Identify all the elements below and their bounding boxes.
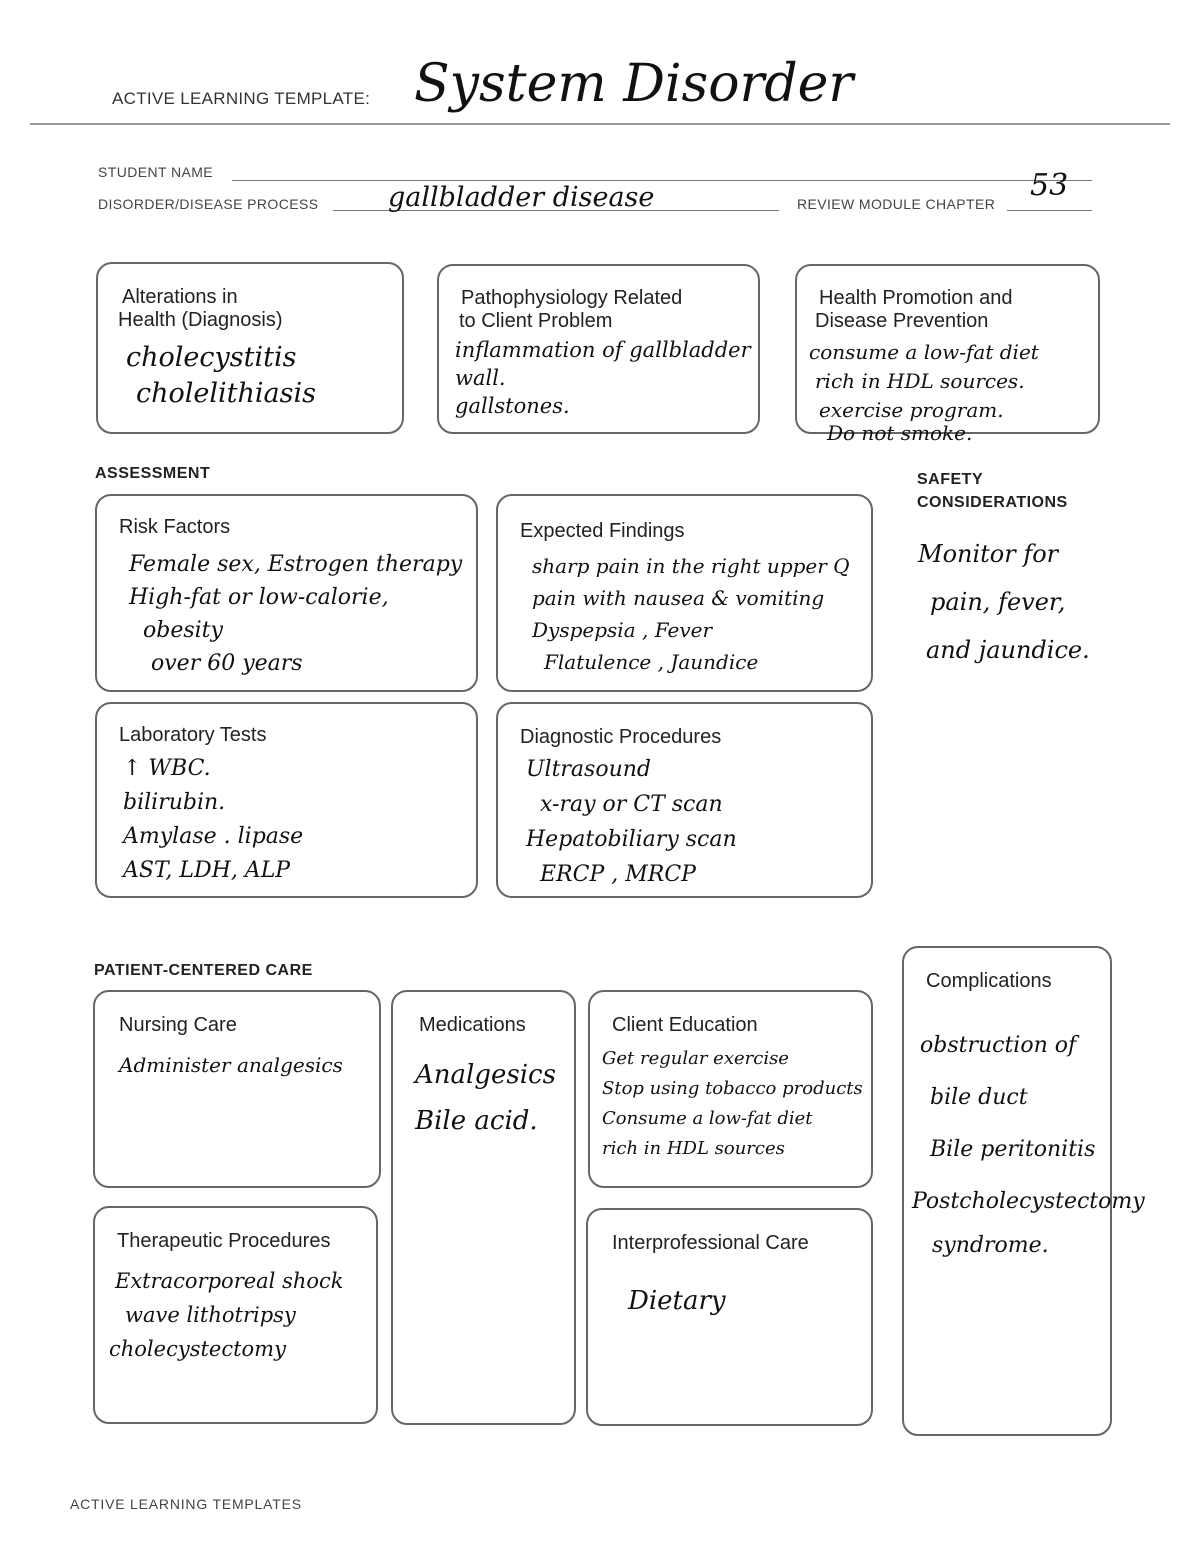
risk-factors-box [95,494,478,692]
diagnostic-procedures-line: x-ray or CT scan [540,792,723,817]
disorder-label: DISORDER/DISEASE PROCESS [98,196,319,212]
alterations-title-1: Alterations in [122,286,238,308]
diagnostic-procedures-line: Ultrasound [526,757,652,782]
risk-factors-title: Risk Factors [119,516,231,538]
safety-heading [917,468,1068,514]
expected-findings-line: pain with nausea & vomiting [532,586,825,610]
medications-line: Analgesics [415,1060,556,1090]
complications-line: Postcholecystectomy [912,1189,1145,1214]
nursing-care-title: Nursing Care [119,1014,237,1036]
safety-line: pain, fever, [930,588,1066,616]
health-promotion-line: exercise program. [819,398,1004,422]
assessment-heading: ASSESSMENT [95,465,211,482]
laboratory-tests-title: Laboratory Tests [119,724,267,746]
health-promotion-line: Do not smoke. [827,421,973,445]
diagnostic-procedures-line: Hepatobiliary scan [526,827,737,852]
therapeutic-procedures-line: Extracorporeal shock [115,1269,344,1293]
template-label: ACTIVE LEARNING TEMPLATE: [112,89,371,108]
disorder-value: gallbladder disease [388,182,655,213]
therapeutic-procedures-line: cholecystectomy [109,1337,286,1361]
pathophysiology-line: gallstones. [455,394,570,418]
alterations-line: cholecystitis [126,342,297,373]
pathophysiology-title-2: to Client Problem [459,310,613,332]
complications-line: bile duct [930,1085,1028,1110]
laboratory-tests-line: bilirubin. [123,790,226,815]
pathophysiology-line: inflammation of gallbladder [455,338,751,362]
header-divider [30,123,1170,125]
complications-line: Bile peritonitis [930,1137,1096,1162]
health-promotion-title-2: Disease Prevention [815,310,989,332]
expected-findings-title: Expected Findings [520,520,685,542]
diagnostic-procedures-title: Diagnostic Procedures [520,726,722,748]
diagnostic-procedures-box [496,702,873,898]
pathophysiology-title-1: Pathophysiology Related [461,287,683,309]
risk-factors-line: High-fat or low-calorie, [129,585,389,610]
complications-title: Complications [926,970,1052,992]
laboratory-tests-line: AST, LDH, ALP [123,858,291,883]
therapeutic-procedures-box [93,1206,378,1424]
medications-title: Medications [419,1014,526,1036]
expected-findings-line: sharp pain in the right upper Q [532,554,850,578]
page-title: System Disorder [414,54,854,114]
safety-heading-1: SAFETY [917,471,984,488]
risk-factors-line: over 60 years [151,651,303,676]
alterations-line: cholelithiasis [136,378,316,409]
risk-factors-line: Female sex, Estrogen therapy [129,552,463,577]
medications-line: Bile acid. [415,1106,538,1136]
client-education-line: Consume a low-fat diet [602,1108,813,1129]
risk-factors-line: obesity [143,618,223,643]
pathophysiology-box [437,264,760,434]
complications-box [902,946,1145,1436]
safety-heading-2: CONSIDERATIONS [917,494,1068,511]
health-promotion-box [795,264,1100,445]
student-name-label: STUDENT NAME [98,164,213,180]
expected-findings-line: Dyspepsia , Fever [532,618,713,642]
chapter-value: 53 [1030,168,1069,203]
expected-findings-box [496,494,873,692]
safety-notes [918,530,1090,674]
safety-line: and jaundice. [926,636,1090,664]
patient-care-heading: PATIENT-CENTERED CARE [94,962,313,979]
laboratory-tests-box [95,702,478,898]
laboratory-tests-line: Amylase . lipase [123,824,304,849]
medications-box [391,990,576,1425]
complications-line: syndrome. [932,1233,1049,1258]
therapeutic-procedures-line: wave lithotripsy [125,1303,296,1327]
health-promotion-line: rich in HDL sources. [815,369,1025,393]
alterations-box [96,262,404,434]
nursing-care-line: Administer analgesics [119,1053,343,1077]
footer-text: ACTIVE LEARNING TEMPLATES [70,1496,302,1512]
client-education-line: Get regular exercise [602,1048,789,1069]
client-education-line: Stop using tobacco products [602,1078,863,1099]
safety-line: Monitor for [918,540,1059,568]
therapeutic-procedures-title: Therapeutic Procedures [117,1230,331,1252]
interprofessional-care-box [586,1208,873,1426]
client-education-line: rich in HDL sources [602,1138,785,1159]
health-promotion-title-1: Health Promotion and [819,287,1013,309]
chapter-label: REVIEW MODULE CHAPTER [797,196,996,212]
alterations-title-2: Health (Diagnosis) [118,309,283,331]
nursing-care-box [93,990,381,1188]
diagnostic-procedures-line: ERCP , MRCP [540,862,696,887]
interprofessional-care-line: Dietary [628,1286,726,1316]
pathophysiology-line: wall. [455,366,506,390]
complications-line: obstruction of [920,1033,1077,1058]
chapter-line [1007,210,1092,211]
interprofessional-care-title: Interprofessional Care [612,1232,809,1254]
student-name-field [232,180,1092,181]
client-education-box [588,990,873,1188]
health-promotion-line: consume a low-fat diet [809,340,1039,364]
client-education-title: Client Education [612,1014,758,1036]
laboratory-tests-line: ↑ WBC. [123,756,211,781]
expected-findings-line: Flatulence , Jaundice [544,650,759,674]
